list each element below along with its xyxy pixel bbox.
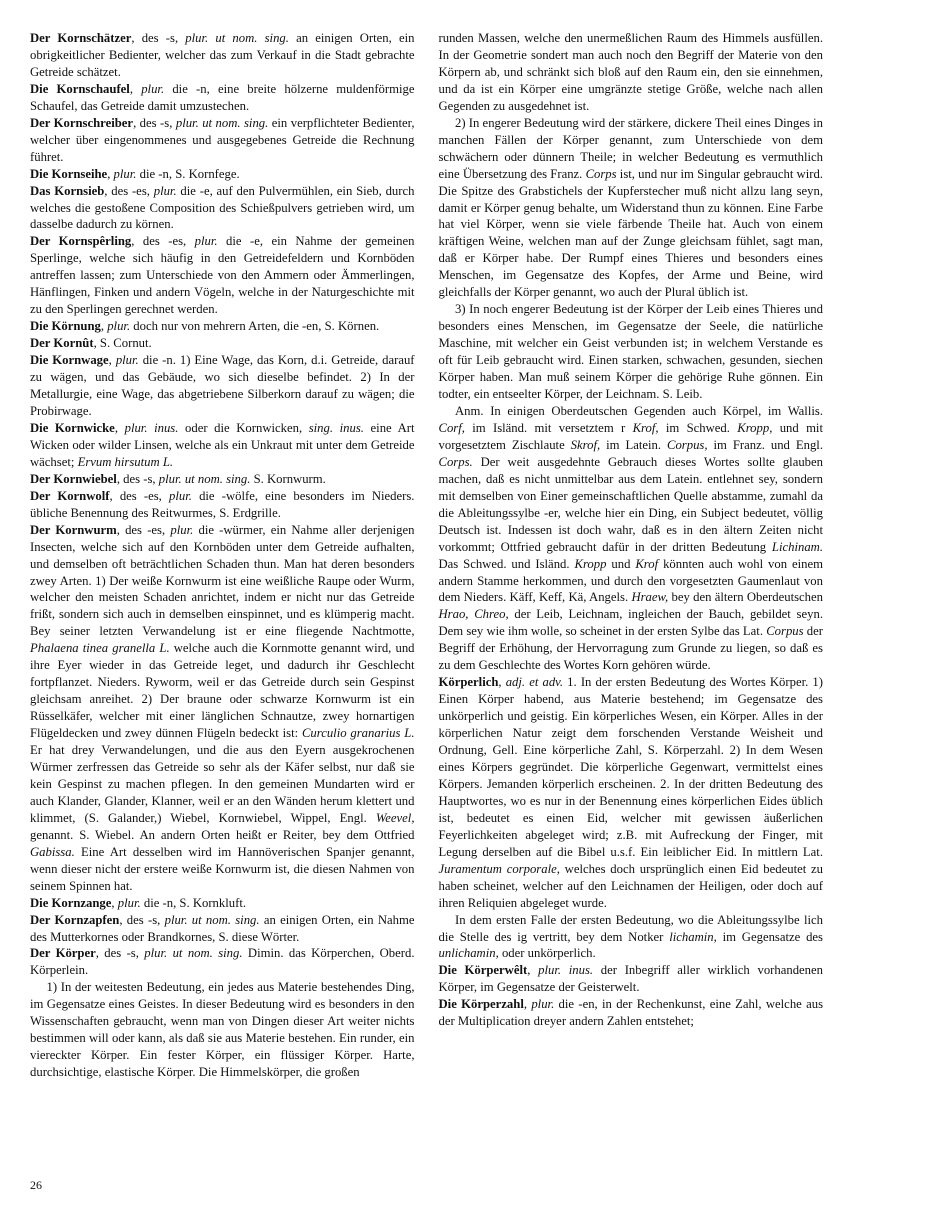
right-column-entry: [439, 30, 824, 115]
left-column-paragraph: [30, 979, 415, 1081]
text-run: welche auch die Kornmotte genannt wird, und ihre Eyer wieder in das Getreide leget, und dadurch ihr Geschlecht fortpflanzet. Nieders. Ryworm, weil er das Getreide durch sein Gespinst gleichsam anreihet. 2) Der braune oder schwarze Kornwurm ist ein Rüsselkäfer, welcher mit einer länglichen Schnautze, zwey hornartigen Flügeldecken und zwey dünnen Flügeln bedeckt ist:: [30, 641, 415, 741]
text-run: , des -es,: [131, 234, 195, 249]
text-run: Das Schwed. und Isländ.: [438, 556, 575, 571]
text-run: , des -es,: [104, 183, 154, 198]
italic-text: plur.: [113, 166, 137, 181]
italic-text: Weevel,: [375, 810, 415, 825]
italic-text: plur.: [117, 895, 141, 910]
left-column-entry: [30, 318, 415, 335]
italic-text: plur. ut nom. sing.: [185, 31, 289, 45]
left-column-entry: [30, 945, 415, 979]
left-column-entry: [30, 352, 415, 420]
text-run: ,: [527, 963, 539, 978]
text-run: 1. In der ersten Bedeutung des Wortes Körper. 1) Einen Körper habend, aus Materie bestehend; im Gegensatze des unkörperlich und geistig. Ein körperliches Wesen, ein Körper. Alles in der körperlichen Natur zeigt dem forschenden Verstande Weisheit und Ordnung, Gell. Eine körperliche Zahl, S. Körperzahl. 2) In dem Wesen eines Körpers gegründet. Die körperliche Gegenwart, vermittelst eines Körpers. Jemanden körperlich erscheinen. 2. In der dritten Bedeutung des Hauptwortes, wo es nur in der Benennung eines körperlichen Eides üblich ist, bedeutet es einen Eid, welcher mit gewissen äußerlichen Feyerlichkeiten abgeleget wird; z.B. mit Aufreckung der Finger, mit Legung derselben auf die Bibel u.s.f. Ein leiblicher Eid. In mittlern Lat.: [438, 675, 823, 859]
italic-text: plur.: [107, 319, 131, 334]
italic-text: plur.: [115, 353, 139, 368]
headword: Der Kornschreiber: [30, 115, 134, 130]
text-run: ist, und nur im Singular gebraucht wird. Die Spitze des Grabstichels der Kupferstecher muß nicht allzu lang seyn, damit er Körper genug behalte, um Widerstand thun zu können. Eine Farbe hat viel Körper, wenn sie viele färbende Theile hat. Auch von einem kräftigen Weine, welchen man auf der Zunge gleichsam fühlet, sagt man, daß er Körper habe. Der Rumpf eines Thieres und besonders eines Menschen, im Gegensatze des Kopfes, der Arme und Beine, wird gleichfalls der Körper genannt, wo auch der Plural üblich ist.: [438, 166, 823, 300]
headword: Die Körnung: [30, 319, 101, 334]
italic-text: plur.: [141, 81, 165, 96]
italic-text: plur.: [194, 234, 218, 249]
right-column-paragraph: [439, 403, 824, 674]
text-run: eine Art Wicken oder wilder Linsen, welche als ein Unkraut mit unter dem Getreide wächset;: [30, 420, 415, 469]
text-run: 1) In der weitesten Bedeutung, ein jedes aus Materie bestehendes Ding, im Gegensatze eines Geistes. In dieser Bedeutung wird es besonders in den Wissenschaften gebraucht, wenn man von Dingen dieser Art weiter nichts bestimmen will oder kann, als daß sie aus Materie bestehen. Ein runder, ein viereckter Körper. Ein fester Körper, ein flüssiger Körper. Harte, durchsichtige, elastische Körper. Die Himmelskörper, die großen: [30, 980, 415, 1080]
text-run: an einigen Orten, ein obrigkeitlicher Bedienter, welcher das zum Verkauf in die Stadt gebrachte Getreide schätzet.: [30, 31, 415, 79]
left-column-entry: [30, 488, 415, 522]
left-column-entry: [30, 81, 415, 115]
text-run: , des -s,: [95, 946, 145, 961]
headword: Die Körperzahl: [438, 997, 524, 1012]
italic-text: Krof: [635, 556, 659, 571]
italic-text: Corps: [585, 166, 617, 181]
italic-text: Curculio granarius L.: [301, 726, 415, 741]
text-run: 2) In engerer Bedeutung wird der stärkere, dickere Theil eines Dinges in manchen Fällen der Körper genannt, zum Unterschiede von dem schwächern oder dünnern Theile; in welcher Bedeutung es vermuthlich eine Übersetzung des Franz.: [438, 115, 823, 181]
left-column-entry: [30, 471, 415, 488]
text-run: im Isländ. mit versetztem r: [464, 420, 633, 435]
left-column-entry: [30, 115, 415, 166]
italic-text: plur. inus.: [124, 420, 179, 435]
text-run: 3) In noch engerer Bedeutung ist der Körper der Leib eines Thieres und besonders eines Menschen, im Gegensatze der Seele, die natürliche Maschine, mit welcher ein Geist verbunden ist; in welchem Verstande es oft für Leib gebraucht wird. Einen starken, schwachen, gesunden, siechen Körper haben. Man muß seinem Körper die gehörige Ruhe gönnen. Ein todter, ein entseelter Körper, der Leichnam. S. Leib.: [438, 302, 823, 402]
text-run: die -e, ein Nahme der gemeinen Sperlinge, welche sich häufig in den Getreidefeldern und Kornböden antreffen lassen; zum Unterschiede von den Ammern oder Ämmerlingen, Hänflingen, Finken und andern Vögeln, welche in der Naturgeschichte mit zu den Sperlingen gerechnet werden.: [30, 234, 415, 317]
italic-text: plur. ut nom. sing.: [164, 912, 260, 927]
italic-text: plur. ut nom. sing.: [158, 471, 251, 486]
right-column: [439, 30, 824, 1081]
text-run: ,: [108, 353, 116, 368]
left-column-entry: [30, 166, 415, 183]
text-run: im Latein.: [600, 437, 667, 452]
italic-text: plur. ut nom. sing.: [144, 946, 243, 961]
italic-text: Juramentum corporale,: [438, 861, 560, 876]
left-column-entry: [30, 912, 415, 946]
headword: Der Kornschätzer: [30, 31, 132, 45]
italic-text: adj. et adv.: [505, 675, 564, 690]
left-column-entry: [30, 522, 415, 895]
text-run: könnten auch wohl von einem andern Stamme herkommen, und durch den vorgesetzten Gaumenlaut von dem Nieders. Käff, Keff, Kä, Angels.: [438, 556, 824, 605]
text-run: bey den ältern Oberdeutschen: [668, 590, 823, 605]
text-run: der Inbegriff aller wirklich vorhandenen Körper, im Gegensatze der Geisterwelt.: [438, 963, 824, 995]
italic-text: unlichamin,: [438, 946, 499, 961]
right-column-paragraph: [439, 301, 824, 403]
text-run: Dimin. das Körperchen, Oberd. Körperlein.: [30, 946, 415, 978]
text-run: ,: [498, 675, 506, 690]
italic-text: Krof,: [632, 420, 659, 435]
text-run: genannt. S. Wiebel. An andern Orten heißt er Reiter, bey dem Ottfried: [30, 827, 415, 842]
headword: Körperlich: [438, 675, 499, 690]
italic-text: plur.: [169, 488, 192, 503]
italic-text: lichamin,: [669, 929, 717, 944]
italic-text: Hrao, Chreo,: [438, 607, 509, 622]
text-run: , S. Cornut.: [93, 336, 152, 351]
left-column: [30, 30, 415, 1081]
left-column-entry: [30, 420, 415, 471]
italic-text: plur. ut nom. sing.: [175, 115, 269, 130]
text-run: die -wölfe, eine besonders im Nieders. übliche Benennung des Reitwurmes, S. Erdgrille.: [30, 488, 415, 520]
text-run: an einigen Orten, ein Nahme des Mutterkornes oder Brandkornes, S. diese Wörter.: [30, 912, 415, 944]
italic-text: Skrof,: [570, 437, 601, 452]
headword: Die Kornwage: [30, 353, 109, 368]
right-column-entry: [439, 996, 824, 1030]
text-run: die -n, eine breite hölzerne muldenförmige Schaufel, das Getreide damit umzustechen.: [30, 81, 415, 113]
left-column-entry: [30, 335, 415, 352]
text-run: , des -es,: [109, 488, 169, 503]
italic-text: Ervum hirsutum L.: [77, 454, 174, 469]
text-run: der Leib, Leichnam, ingleichen der Bauch, gebildet seyn. Dem sey wie ihm wolle, so scheinet in der ersten Sylbe das Lat.: [438, 607, 823, 639]
headword: Die Kornzange: [30, 895, 112, 910]
text-run: In dem ersten Falle der ersten Bedeutung, wo die Ableitungssylbe lich die Stelle des ig vertritt, bey dem Notker: [438, 912, 823, 944]
italic-text: Hraew,: [631, 590, 669, 605]
right-column-paragraph: [439, 115, 824, 301]
text-run: runden Massen, welche den unermeßlichen Raum des Himmels ausfüllen. In der Geometrie sondert man auch noch den Begriff der Materie von den Körpern ab, und schränkt sich bloß auf den Raum ein, den sie einnehmen, und da ist ein Körper eine umgränzte stetige Größe, welche nach allen Gegenden zu ausgedehnet ist.: [438, 31, 823, 113]
text-run: und mit vorgesetztem Zischlaute: [438, 420, 823, 452]
text-run: ,: [523, 997, 532, 1012]
headword: Die Körperwêlt: [438, 963, 528, 978]
italic-text: Corpus,: [667, 437, 708, 452]
headword: Der Kornût: [30, 336, 94, 351]
text-run: , des -s,: [131, 31, 186, 45]
text-run: ,: [100, 319, 108, 334]
italic-text: plur.: [170, 522, 194, 537]
italic-text: Kropp: [574, 556, 607, 571]
text-run: ein verpflichteter Bedienter, welcher über eingenommenes und ausgegebenes Getreide die Rechnung führet.: [30, 115, 415, 164]
right-column-paragraph: [439, 912, 824, 963]
italic-text: sing. inus.: [308, 420, 364, 435]
text-run: der Begriff der Erhöhung, der Hervorragung zum Grunde zu liegen, so daß es zu dem Geschlechte des Wortes Korn gehören würde.: [438, 624, 823, 673]
italic-text: Corpus: [766, 624, 804, 639]
italic-text: Gabissa.: [30, 844, 75, 859]
text-run: die -e, auf den Pulvermühlen, ein Sieb, durch welches die gestoßene Composition des Schießpulvers getrieben wird, um dasselbe dadurch zu körnen.: [30, 183, 415, 232]
right-column-entry: [439, 674, 824, 911]
text-run: ,: [114, 420, 125, 435]
italic-text: Corf,: [438, 420, 465, 435]
text-run: ,: [107, 166, 114, 181]
text-run: doch nur von mehrern Arten, die -en, S. Körnen.: [130, 319, 380, 334]
left-column-entry: [30, 183, 415, 234]
headword: Der Körper: [30, 946, 96, 961]
text-columns: [30, 30, 823, 1081]
right-column-entry: [439, 962, 824, 996]
headword: Der Kornwurm: [30, 522, 117, 537]
text-run: im Gegensatze des: [716, 929, 823, 944]
text-run: die -würmer, ein Nahme aller derjenigen Insecten, welche sich auf den Kornböden unter dem Getreide aufhalten, und demselben oft beträchtlichen Schaden thun. Man hat deren besonders zwey Arten. 1) Der weiße Kornwurm ist eine weißliche Raupe oder Wurm, welcher den meisten Schaden anrichtet, indem er nicht nur das Getreide frißt, sondern sich auch in demselben einspinnet, und es klümperig macht. Bey seiner letzten Verwandelung ist er eine fliegende Nachtmotte,: [30, 522, 415, 639]
left-column-entry: [30, 233, 415, 318]
text-run: die -n, S. Kornkluft.: [140, 895, 247, 910]
text-run: die -n. 1) Eine Wage, das Korn, d.i. Getreide, darauf zu wägen, und das Gebäude, wo sich dieselbe befindet. 2) In der Metallurgie, eine Wage, das abgetriebene Silberkorn darauf zu wägen; die Probirwage.: [30, 353, 415, 418]
text-run: S. Kornwurm.: [250, 471, 326, 486]
text-run: im Schwed.: [658, 420, 738, 435]
text-run: im Franz. und Engl.: [707, 437, 823, 452]
text-run: und: [606, 556, 636, 571]
text-run: oder die Kornwicken,: [178, 420, 309, 435]
text-run: , des -s,: [119, 912, 165, 927]
italic-text: Kropp,: [737, 420, 773, 435]
headword: Die Kornseihe: [30, 166, 108, 181]
italic-text: Corps.: [438, 454, 473, 469]
italic-text: Lichinam.: [771, 539, 823, 554]
left-column-entry: [30, 895, 415, 912]
text-run: Der weit ausgedehnte Gebrauch dieses Wortes sollte glauben machen, daß es nicht unmittelbar aus dem Latein. entlehnet sey, sondern mit demselben von Einer gemeinschaftlichen Quelle abstamme, zumahl da die Ableitungssylbe -er, welche hier ein Ding, ein Subject bedeutet, völlig Deutsch ist. Indessen ist doch wahr, daß es in den ältern Zeiten nicht vorkommt; Ottfried gebraucht dafür in der dritten Bedeutung: [438, 454, 823, 554]
headword: Das Kornsieb: [30, 183, 105, 198]
text-run: ,: [111, 895, 118, 910]
headword: Der Kornwolf: [30, 488, 110, 503]
text-run: , des -s,: [133, 115, 176, 130]
text-run: ,: [129, 81, 142, 96]
text-run: welches doch ursprünglich einen Eid bedeutet zu haben scheinet, welcher auf den Leichnamen der Heiligen, oder doch auf ihren Reliquien abgeleget wurde.: [438, 861, 823, 910]
page-number: 26: [30, 1178, 42, 1192]
headword: Die Kornwicke: [30, 420, 115, 435]
text-run: Anm. In einigen Oberdeutschen Gegenden auch Körpel, im Wallis.: [455, 403, 823, 418]
text-run: , des -es,: [116, 522, 171, 537]
left-column-entry: [30, 30, 415, 81]
text-run: Eine Art desselben wird im Hannöverischen Spanjer genannt, wenn dieser nicht der erstere weiße Kornwurm ist, die diesen Nahmen von seinem Spinnen hat.: [30, 844, 415, 893]
italic-text: Phalaena tinea granella L.: [30, 641, 170, 656]
headword: Der Kornspêrling: [30, 234, 132, 249]
text-run: Er hat drey Verwandelungen, und die aus den Eyern ausgekrochenen Würmer zerfressen das Getreide so sehr als der Käfer selbst, nur daß sie kein Gespinst zu machen pflegen. In den gemeinen Mundarten wird er auch Klander, Glander, Klanner, weil er an den Wänden herum klettert und klimmet, (S. Galander,) Wiebel, Kornwiebel, Wippel, Engl.: [30, 743, 415, 825]
italic-text: plur.: [153, 183, 177, 198]
text-run: oder unkörperlich.: [498, 946, 596, 961]
headword: Der Kornzapfen: [30, 912, 120, 927]
italic-text: plur. inus.: [538, 963, 594, 978]
text-run: , des -s,: [116, 471, 159, 486]
headword: Die Kornschaufel: [30, 81, 130, 96]
italic-text: plur.: [531, 997, 555, 1012]
text-run: die -n, S. Kornfege.: [136, 166, 240, 181]
headword: Der Kornwiebel: [30, 471, 117, 486]
text-run: die -en, in der Rechenkunst, eine Zahl, welche aus der Multiplication dreyer andern Zahlen entstehet;: [438, 997, 824, 1029]
